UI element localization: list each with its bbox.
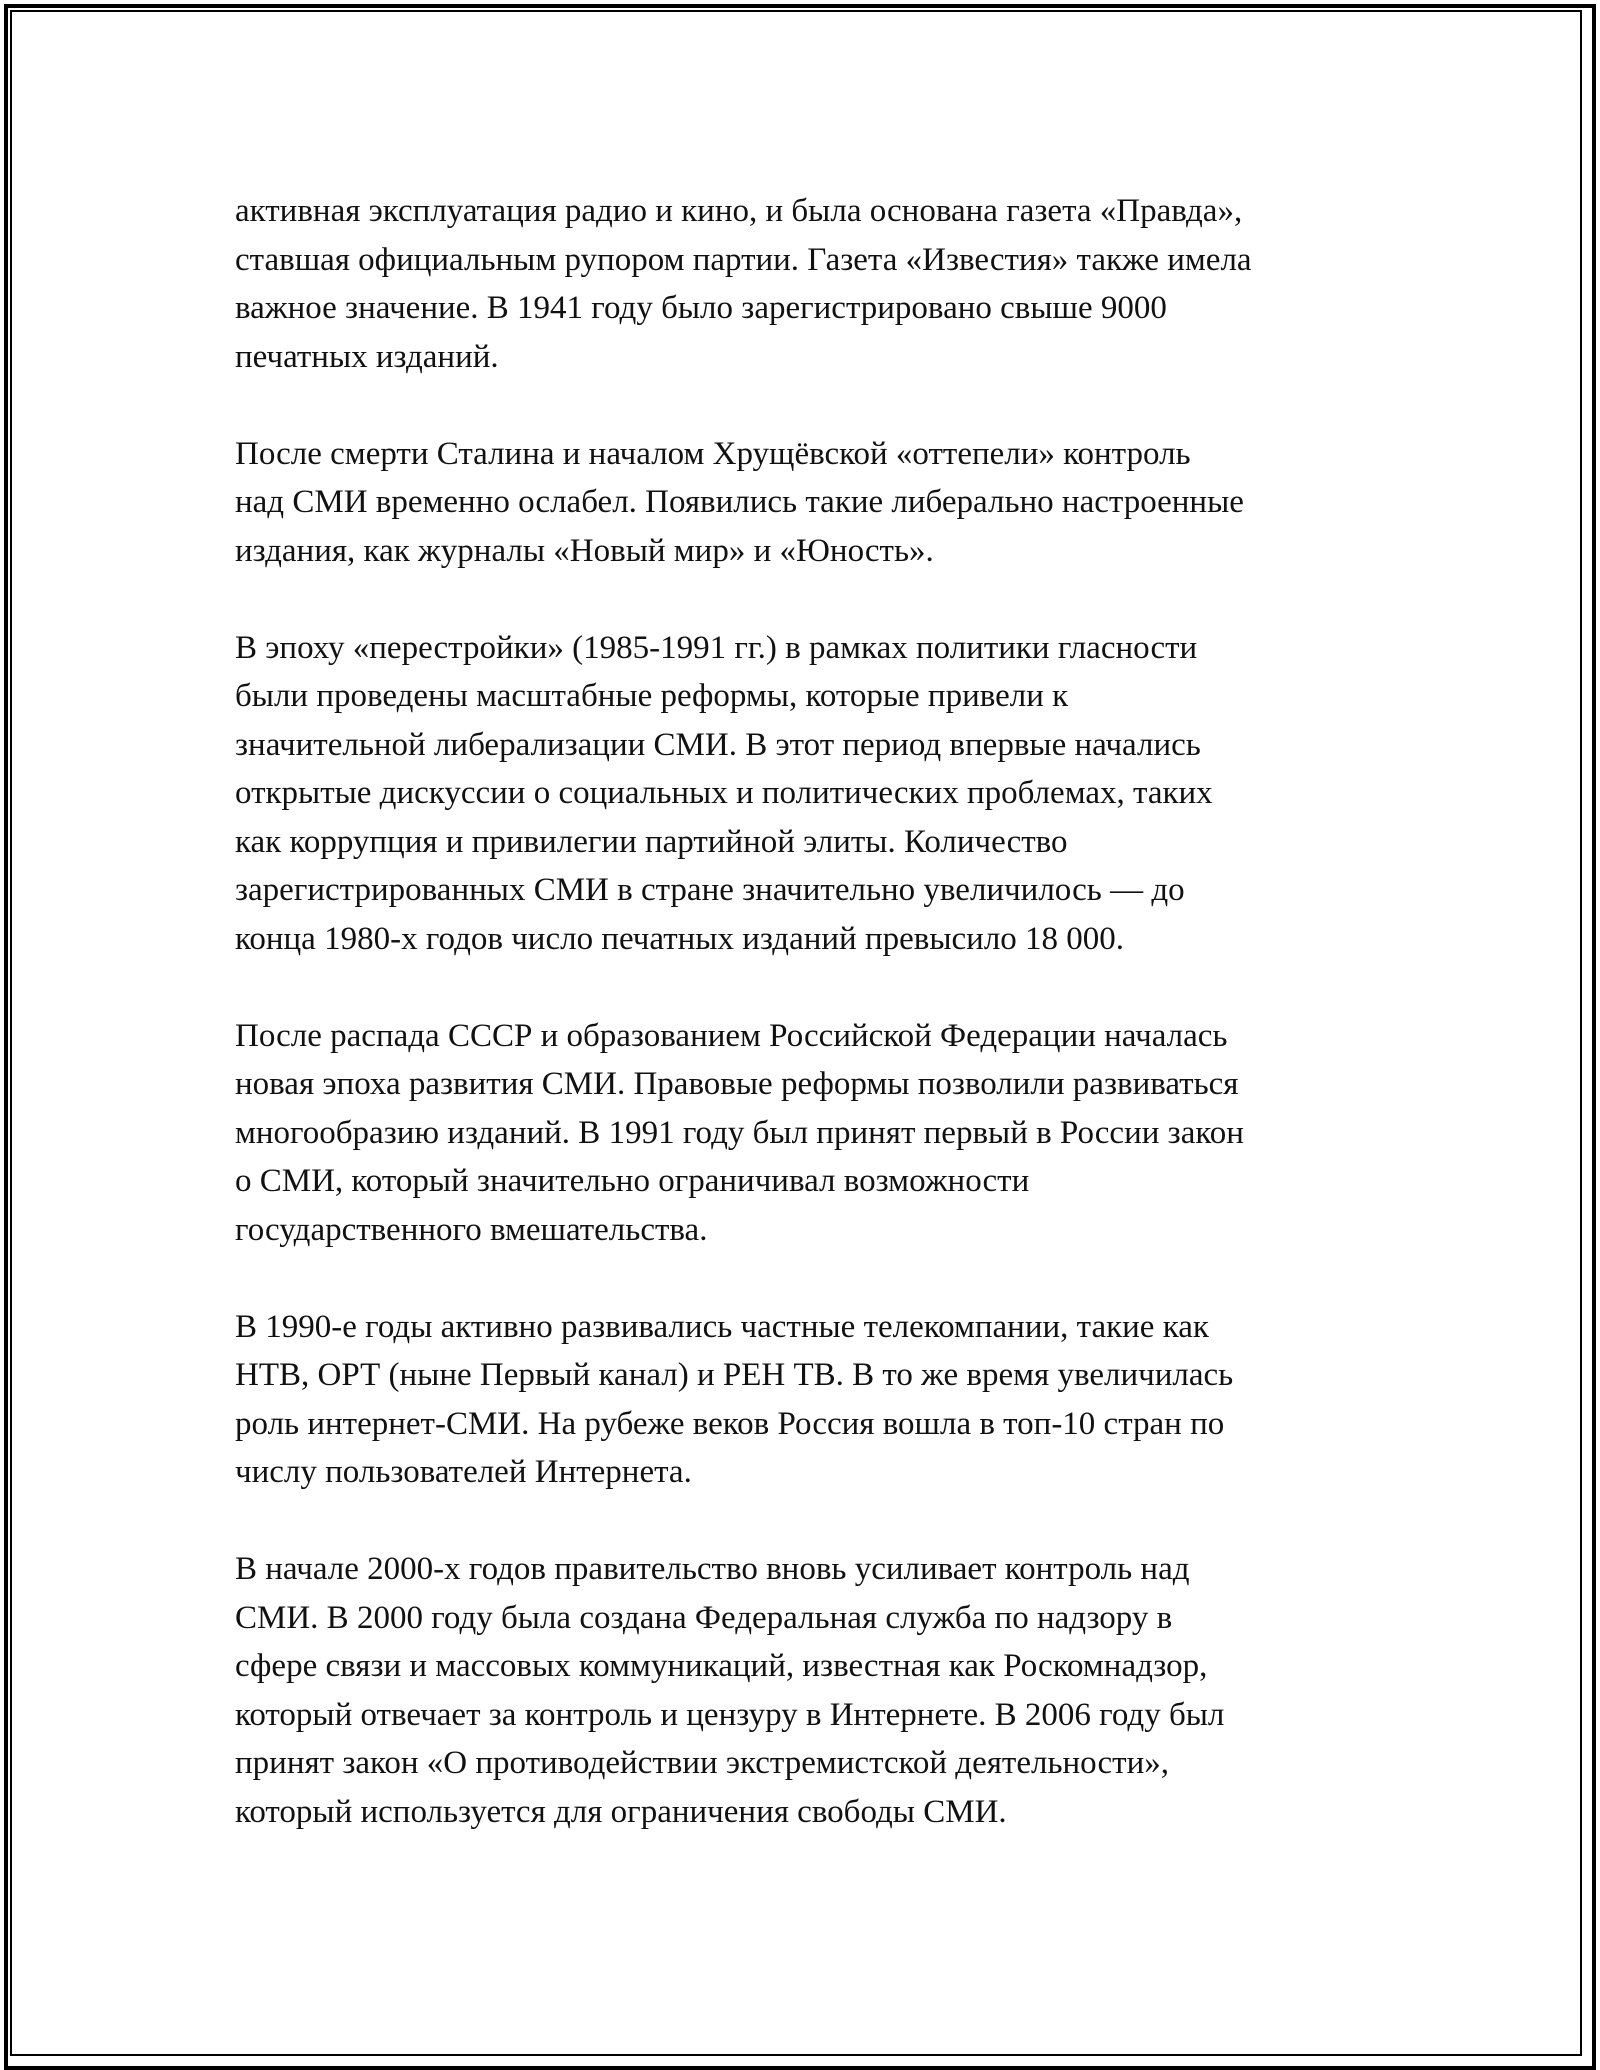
document-body	[235, 187, 1375, 1836]
paragraph-1990s-tv: В 1990-е годы активно развивались частные телекомпании, такие как НТВ, ОРТ (ныне Первый канал) и РЕН ТВ. В то же время увеличилась роль интернет-СМИ. На рубеже веков Россия вошла в топ-10 стран по числу пользователей Интернета.	[235, 1308, 1234, 1490]
paragraph-thaw: После смерти Сталина и началом Хрущёвской «оттепели» контроль над СМИ временно ослабел. Появились такие либерально настроенные издания, как журналы «Новый мир» и «Юность».	[235, 435, 1244, 569]
paragraph-perestroika: В эпоху «перестройки» (1985-1991 гг.) в рамках политики гласности были проведены масштабные реформы, которые привели к значительной либерализации СМИ. В этот период впервые начались открытые дискуссии о социальных и политических проблемах, таких как коррупция и привилегии партийной элиты. Количество зарегистрированных СМИ в стране значительно увеличилось — до конца 1980-х годов число печатных изданий превысило 18 000.	[235, 629, 1213, 957]
paragraph-post-ussr: После распада СССР и образованием Российской Федерации началась новая эпоха развития СМИ. Правовые реформы позволили развиваться многообразию изданий. В 1991 году был принят первый в России закон о СМИ, который значительно ограничивал возможности государственного вмешательства.	[235, 1017, 1244, 1248]
paragraph-2000s-control: В начале 2000-х годов правительство вновь усиливает контроль над СМИ. В 2000 году была создана Федеральная служба по надзору в сфере связи и массовых коммуникаций, известная как Роскомнадзор, который отвечает за контроль и цензуру в Интернете. В 2006 году был принят закон «О противодействии экстремистской деятельности», который используется для ограничения свободы СМИ.	[235, 1551, 1225, 1830]
paragraph-soviet-press: активная эксплуатация радио и кино, и была основана газета «Правда», ставшая официальным рупором партии. Газета «Известия» также имела важное значение. В 1941 году было зарегистрировано свыше 9000 печатных изданий.	[235, 193, 1252, 375]
